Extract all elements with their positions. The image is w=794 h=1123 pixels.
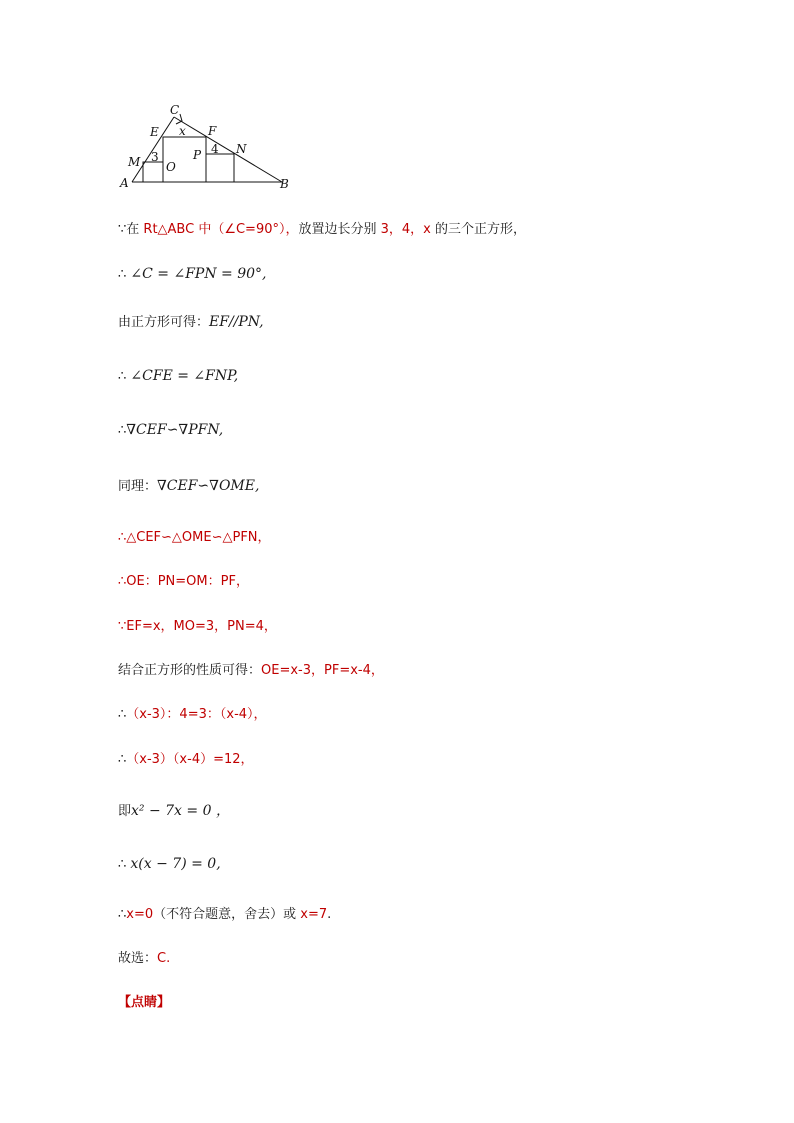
solution-line-10	[118, 662, 384, 680]
solution-line-16	[118, 950, 170, 968]
solution-line-3	[118, 313, 264, 332]
line-8-red: PN=OM：PF，	[157, 574, 249, 589]
label-o: O	[166, 160, 176, 174]
line-1-pre: ∵在	[118, 222, 144, 237]
label-m: M	[128, 155, 141, 169]
line-15-mid: （不符合题意，舍去）或	[153, 907, 301, 922]
line-13-text: 即	[118, 804, 132, 819]
line-2-therefore: ∴	[118, 267, 131, 282]
line-16-pre: 故选：	[118, 951, 158, 966]
side-cb	[174, 117, 282, 182]
label-b: B	[280, 177, 289, 191]
line-3-math: EF//PN,	[209, 314, 264, 330]
solution-line-13	[118, 802, 230, 821]
label-c: C	[170, 103, 180, 117]
line-15-red-1: x=0	[126, 907, 154, 922]
line-15-red-2: x=7	[300, 907, 328, 922]
label-f: F	[208, 124, 217, 138]
triangle-diagram	[118, 100, 298, 196]
solution-line-11	[118, 706, 267, 724]
line-15-pre: ∴	[118, 907, 127, 922]
line-6-text: 同理：	[118, 479, 158, 494]
dianjing-heading: 【点睛】	[118, 995, 171, 1010]
square-3	[143, 162, 163, 182]
line-15-post: .	[327, 907, 332, 922]
line-5-math: ∇CEF∽∇PFN,	[126, 422, 224, 438]
line-5-because: ∴	[118, 423, 127, 438]
line-11-red: （x-3）：4=3：（x-4），	[126, 707, 267, 722]
solution-line-12	[118, 751, 254, 769]
line-1-post: 的三个正方形，	[435, 222, 527, 237]
solution-line-7: ∴△CEF∽△OME∽△PFN，	[118, 530, 271, 545]
line-1-red-2: 3，4，x	[380, 222, 436, 237]
solution-line-14	[118, 855, 221, 874]
label-e: E	[150, 125, 159, 139]
solution-line-8	[118, 573, 249, 591]
label-x: x	[179, 124, 186, 138]
line-8-pre: ∴OE：	[118, 574, 158, 589]
line-1-red-1: Rt△ABC 中（∠C=90°），	[143, 222, 299, 237]
line-2-math: ∠C = ∠FPN = 90°,	[130, 266, 267, 282]
line-1-mid: 放置边长分别	[298, 222, 381, 237]
label-n: N	[236, 142, 247, 156]
label-p: P	[193, 148, 202, 162]
square-4	[206, 154, 234, 182]
label-4: 4	[211, 142, 219, 156]
solution-line-5	[118, 421, 223, 440]
line-10-text: 结合正方形的性质可得：	[118, 663, 262, 678]
line-4-therefore: ∴	[118, 369, 131, 384]
line-12-red: （x-3）（x-4）=12，	[126, 752, 254, 767]
line-10-red: OE=x-3，PF=x-4，	[261, 663, 384, 678]
line-4-math: ∠CFE = ∠FNP,	[130, 368, 239, 384]
line-14-therefore: ∴	[118, 857, 131, 872]
solution-line-4	[118, 367, 238, 386]
line-13-math: x² − 7x = 0 ，	[131, 803, 230, 819]
label-3: 3	[151, 150, 159, 164]
solution-line-6	[118, 477, 259, 496]
solution-line-2	[118, 265, 267, 284]
triangle-figure	[118, 100, 298, 196]
line-12-pre: ∴	[118, 752, 127, 767]
solution-line-15	[118, 906, 331, 924]
line-11-pre: ∴	[118, 707, 127, 722]
line-6-math: ∇CEF∽∇OME,	[157, 478, 260, 494]
label-a: A	[120, 176, 129, 190]
solution-line-1	[118, 221, 526, 239]
line-16-red: C.	[157, 951, 171, 966]
line-14-math: x(x − 7) = 0,	[130, 856, 221, 872]
solution-line-9: ∵EF=x，MO=3，PN=4，	[118, 619, 277, 634]
line-3-text: 由正方形可得：	[118, 315, 210, 330]
